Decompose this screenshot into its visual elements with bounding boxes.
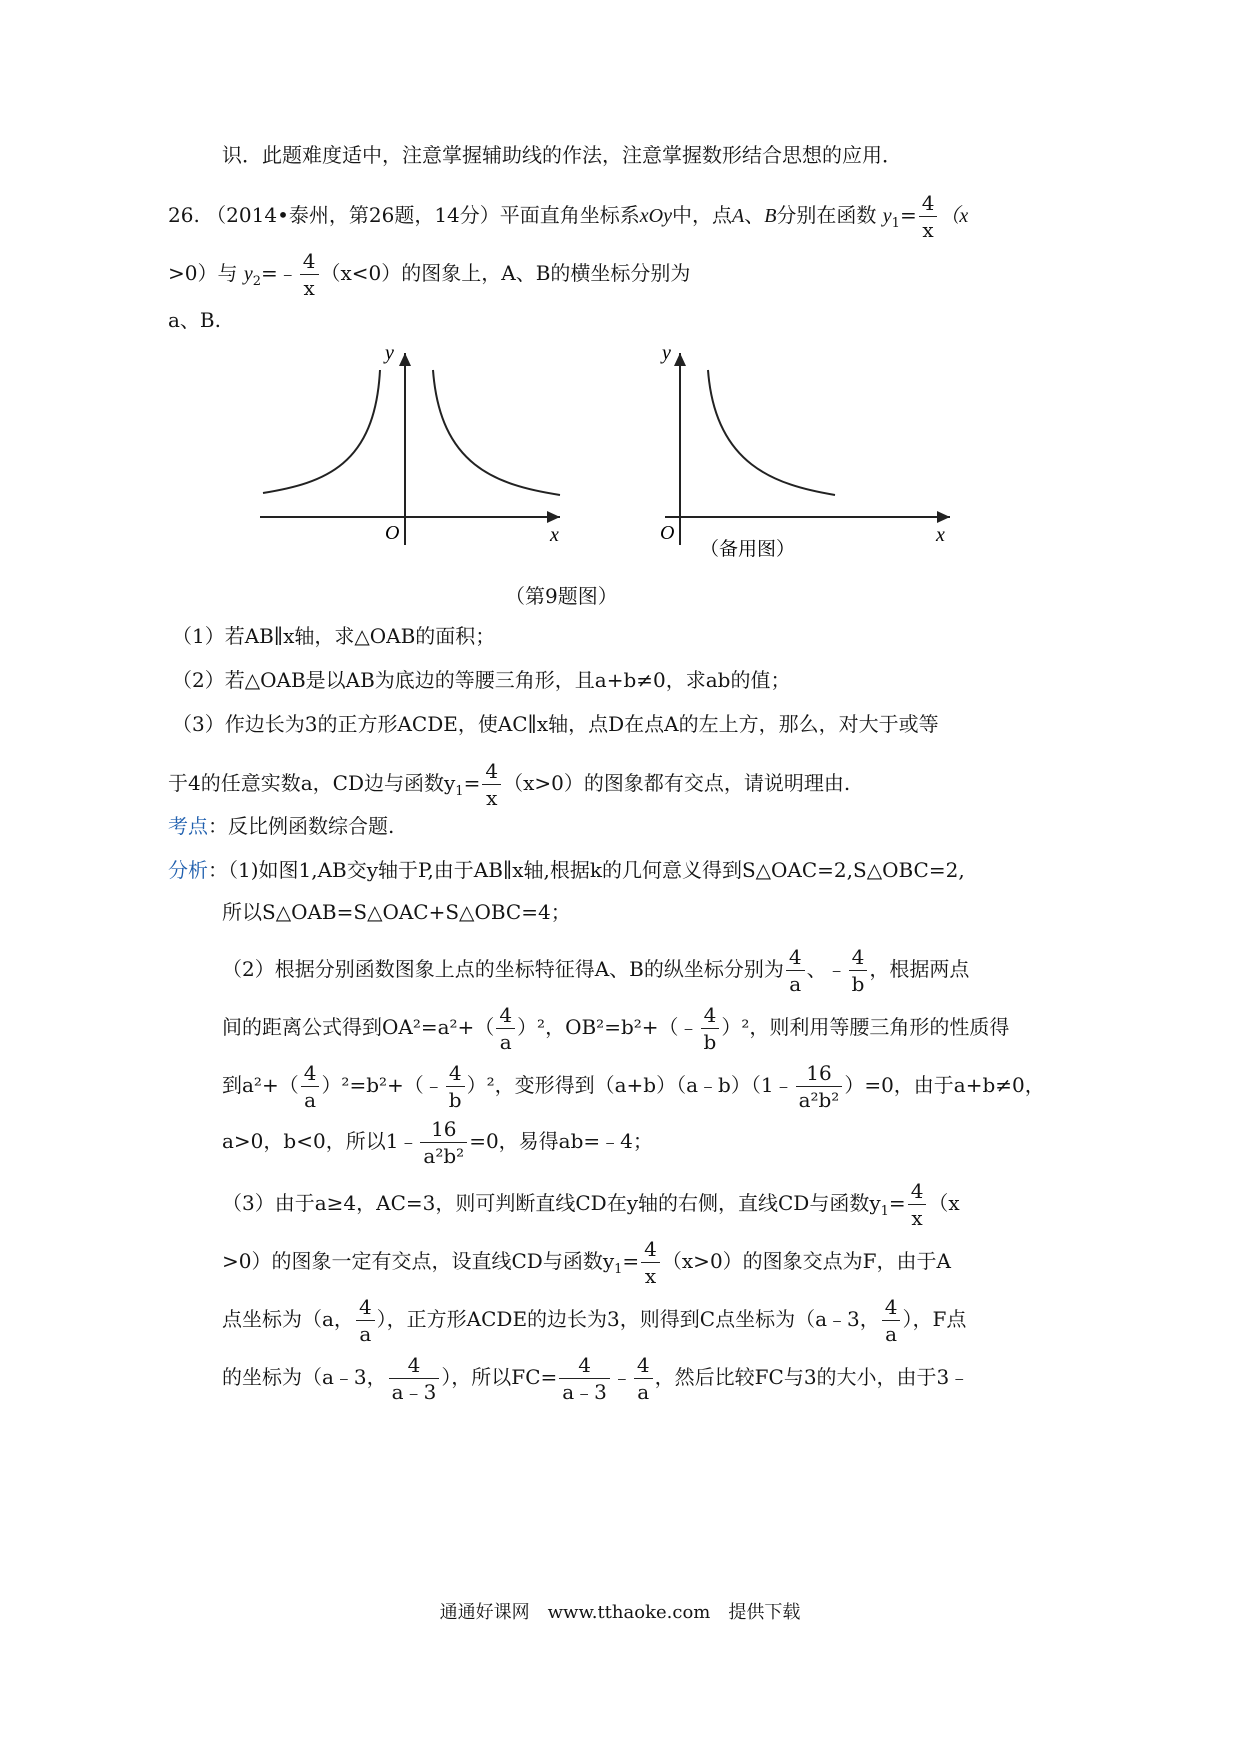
text: 于4的任意实数a，CD边与函数y <box>168 771 456 795</box>
y-axis-arrow <box>674 353 686 366</box>
text: （3）由于a≥4，AC=3，则可判断直线CD在y轴的右侧，直线CD与函数y <box>222 1191 881 1215</box>
fenxi-s3-line3 <box>222 1294 966 1347</box>
y-axis-arrow <box>399 353 411 366</box>
text: ）²=b²+（﹣ <box>321 1073 444 1097</box>
fraction <box>482 758 501 811</box>
text: 1 <box>614 1262 623 1277</box>
text: ）²，OB²=b²+（﹣ <box>517 1015 699 1039</box>
origin-label: O <box>385 522 400 544</box>
fraction <box>796 1060 843 1113</box>
text: 1 <box>880 1204 889 1219</box>
fraction <box>446 1060 465 1113</box>
numerator: 4 <box>634 1352 653 1379</box>
text: ）=0，由于a+b≠0， <box>844 1073 1045 1097</box>
text: >0）与 <box>168 261 238 285</box>
text: 的坐标为（a﹣3， <box>222 1365 387 1389</box>
fenxi-s3-line1 <box>222 1178 960 1231</box>
numerator: 16 <box>796 1060 843 1087</box>
fenxi-s3-line4 <box>222 1352 969 1405</box>
text: （3）作边长为3的正方形ACDE，使AC∥x轴，点D在点A的左上方，那么，对大于或等 <box>172 712 939 736</box>
text: 点坐标为（a， <box>222 1307 354 1331</box>
text: （x>0）的图象都有交点，请说明理由. <box>503 771 851 795</box>
text: ，根据两点 <box>869 957 970 981</box>
denominator: a <box>359 1322 372 1346</box>
numerator: 4 <box>496 1002 515 1029</box>
numerator: 4 <box>389 1352 440 1379</box>
fraction <box>356 1294 375 1347</box>
curve-left <box>263 370 380 493</box>
text: 1 <box>455 784 464 799</box>
figure-caption: （第9题图） <box>505 584 618 608</box>
fraction <box>908 1178 927 1231</box>
fenxi-line2 <box>222 898 571 926</box>
denominator: b <box>448 1088 462 1112</box>
denominator: x <box>922 218 934 242</box>
denominator: x <box>303 276 315 300</box>
numerator: 4 <box>919 190 938 217</box>
numerator: 4 <box>446 1060 465 1087</box>
denominator: a <box>789 972 802 996</box>
text: = <box>463 771 481 795</box>
text: 中，点 <box>671 203 732 227</box>
numerator: 4 <box>559 1352 610 1379</box>
text: =0，易得ab=﹣4； <box>469 1129 653 1153</box>
text: 1 <box>891 216 900 231</box>
text: ，然后比较FC与3的大小，由于3﹣ <box>654 1365 970 1389</box>
fraction <box>849 944 868 997</box>
text: 、 <box>744 203 765 227</box>
text: =﹣ <box>261 261 298 285</box>
text: （x<0）的图象上，A、B的横坐标分别为 <box>320 261 691 285</box>
fenxi-label: 分析 <box>168 858 208 882</box>
x-axis-arrow <box>547 511 560 523</box>
numerator: 16 <box>420 1116 467 1143</box>
denominator: a <box>885 1322 898 1346</box>
text: 间的距离公式得到OA²=a²+（ <box>222 1015 495 1039</box>
fraction <box>786 944 805 997</box>
fraction <box>496 1002 515 1055</box>
question-26-line3 <box>168 306 221 334</box>
fraction <box>882 1294 901 1347</box>
question-source: （2014•泰州，第26题，14分）平面直角坐标系 <box>206 203 640 227</box>
denominator: a²b² <box>423 1144 465 1168</box>
numerator: 4 <box>701 1002 720 1029</box>
fraction <box>300 248 319 301</box>
question-26-line2 <box>168 248 690 301</box>
fraction <box>641 1236 660 1289</box>
text: 、﹣ <box>806 957 847 981</box>
text: ）²，则利用等腰三角形的性质得 <box>721 1015 1010 1039</box>
graph-1 <box>255 345 575 550</box>
denominator: x <box>486 786 498 810</box>
numerator: 4 <box>786 944 805 971</box>
text: ），正方形ACDE的边长为3，则得到C点坐标为（a﹣3， <box>376 1307 880 1331</box>
text: （x <box>939 205 969 227</box>
text: （2）若△OAB是以AB为底边的等腰三角形，且a+b≠0，求ab的值； <box>172 668 791 692</box>
fenxi-line1 <box>168 856 965 884</box>
text: 2 <box>252 274 262 289</box>
fenxi-s2-line4 <box>222 1116 653 1169</box>
text: a、B. <box>168 308 221 332</box>
text: ），所以FC= <box>441 1365 558 1389</box>
text: y <box>882 205 892 227</box>
fenxi-s2-line3 <box>222 1060 1045 1113</box>
denominator: x <box>911 1206 923 1230</box>
fraction <box>389 1352 440 1405</box>
text: 所以S△OAB=S△OAC+S△OBC=4； <box>222 900 571 924</box>
kaodian-line <box>168 812 394 840</box>
numerator: 4 <box>301 1060 320 1087</box>
text: = <box>888 1191 906 1215</box>
figure-note: （备用图） <box>700 539 796 560</box>
fraction <box>420 1116 467 1169</box>
text: 到a²+（ <box>222 1073 299 1097</box>
y-label: y <box>662 345 671 364</box>
part-3-line1 <box>172 710 939 738</box>
y-label: y <box>385 345 394 364</box>
x-axis-arrow <box>937 511 950 523</box>
curve <box>708 370 835 495</box>
text: a>0，b<0，所以1﹣ <box>222 1129 419 1153</box>
text: （x>0）的图象交点为F，由于A <box>661 1249 951 1273</box>
text: A <box>731 205 745 227</box>
denominator: a <box>637 1380 650 1404</box>
text: （1）若AB∥x轴，求△OAB的面积； <box>172 624 496 648</box>
text: 分别在函数 <box>776 203 877 227</box>
fenxi-s2-line2 <box>222 1002 1009 1055</box>
part-2 <box>172 666 790 694</box>
text: B <box>764 205 777 227</box>
numerator: 4 <box>300 248 319 275</box>
kaodian-label: 考点 <box>168 814 208 838</box>
denominator: a²b² <box>798 1088 840 1112</box>
text: ：（1)如图1,AB交y轴于P,由于AB∥x轴,根据k的几何意义得到S△OAC=2,S△OBC=2, <box>208 858 965 882</box>
fraction <box>701 1002 720 1055</box>
denominator: b <box>703 1030 717 1054</box>
text: （2）根据分别函数图象上点的坐标特征得A、B的纵坐标分别为 <box>222 957 784 981</box>
fraction <box>559 1352 610 1405</box>
numerator: 4 <box>482 758 501 785</box>
denominator: a﹣3 <box>562 1380 607 1404</box>
text: （x <box>928 1191 960 1215</box>
fenxi-s3-line2 <box>222 1236 951 1289</box>
denominator: a <box>304 1088 317 1112</box>
fenxi-s2-line1 <box>222 944 969 997</box>
fraction <box>301 1060 320 1113</box>
curve-right <box>433 370 560 495</box>
numerator: 4 <box>908 1178 927 1205</box>
text: 识．此题难度适中，注意掌握辅助线的作法，注意掌握数形结合思想的应用． <box>222 143 902 167</box>
part-3-line2 <box>168 758 850 811</box>
text: xOy <box>639 205 672 227</box>
numerator: 4 <box>356 1294 375 1321</box>
x-label: x <box>550 524 559 546</box>
denominator: b <box>851 972 865 996</box>
question-number: 26. <box>168 203 200 227</box>
fraction <box>919 190 938 243</box>
text: ：反比例函数综合题. <box>208 814 395 838</box>
text: y <box>243 263 253 285</box>
numerator: 4 <box>849 944 868 971</box>
part-1 <box>172 622 495 650</box>
text: ），F点 <box>902 1307 967 1331</box>
text: ﹣ <box>611 1365 632 1389</box>
text: = <box>899 203 917 227</box>
origin-label: O <box>660 522 675 544</box>
numerator: 4 <box>882 1294 901 1321</box>
fraction <box>634 1352 653 1405</box>
page-footer: 通通好课网 www.tthaoke.com 提供下载 <box>439 1602 801 1623</box>
denominator: x <box>644 1264 657 1288</box>
text: ）²，变形得到（a+b）（a﹣b）（1﹣ <box>466 1073 794 1097</box>
question-26-line1 <box>168 190 968 243</box>
text-line <box>222 141 902 169</box>
denominator: a﹣3 <box>391 1380 437 1404</box>
text: = <box>622 1249 640 1273</box>
graph-2 <box>660 345 960 570</box>
text: >0）的图象一定有交点，设直线CD与函数y <box>222 1249 615 1273</box>
denominator: a <box>499 1030 512 1054</box>
x-label: x <box>936 524 945 546</box>
numerator: 4 <box>641 1236 660 1263</box>
